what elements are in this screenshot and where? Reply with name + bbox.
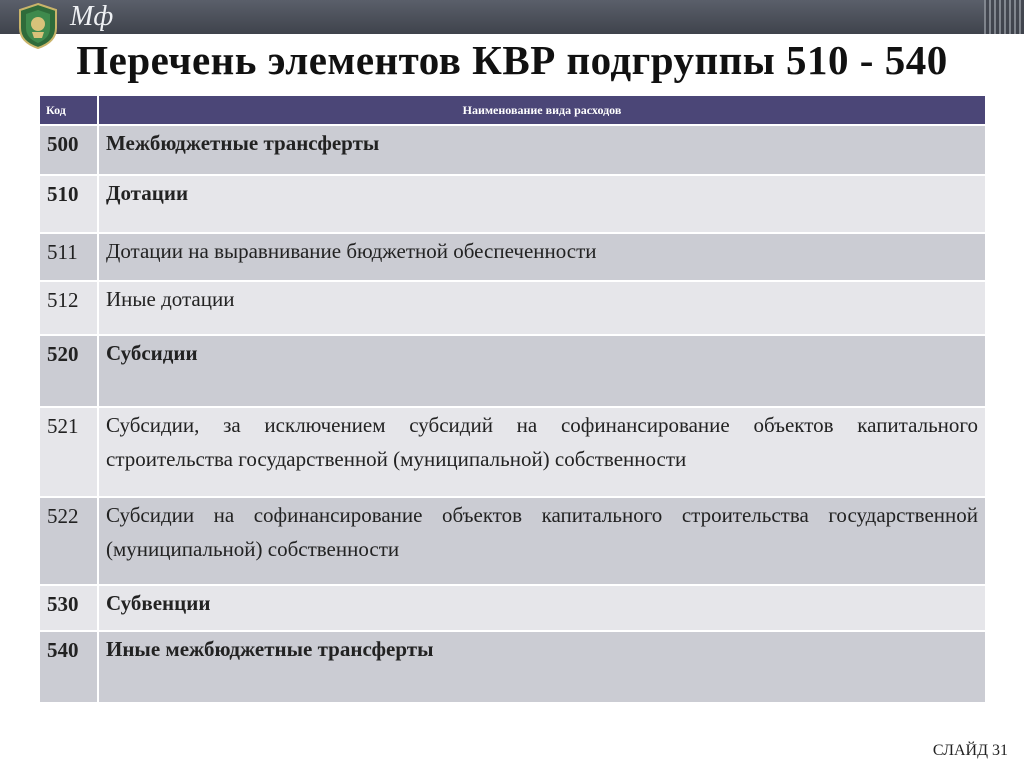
row-code: 512	[40, 281, 98, 335]
row-name: Межбюджетные трансферты	[98, 125, 985, 175]
row-code: 521	[40, 407, 98, 497]
row-code: 510	[40, 175, 98, 233]
column-header-code: Код	[40, 96, 98, 125]
row-name: Дотации	[98, 175, 985, 233]
row-name: Иные межбюджетные трансферты	[98, 631, 985, 703]
row-name: Дотации на выравнивание бюджетной обеспеченности	[98, 233, 985, 281]
top-bar-stripes	[984, 0, 1024, 34]
table-row	[40, 233, 985, 281]
top-bar	[0, 0, 1024, 34]
row-code: 540	[40, 631, 98, 703]
table-row	[40, 497, 985, 585]
table-row	[40, 175, 985, 233]
table-header-row	[40, 96, 985, 125]
row-code: 530	[40, 585, 98, 631]
table-row	[40, 125, 985, 175]
row-name: Субсидии	[98, 335, 985, 407]
column-header-name: Наименование вида расходов	[98, 96, 985, 125]
slide-number: СЛАЙД 31	[932, 742, 1008, 759]
row-name: Иные дотации	[98, 281, 985, 335]
row-code: 511	[40, 233, 98, 281]
table-row	[40, 335, 985, 407]
table-row	[40, 281, 985, 335]
slide-title: Перечень элементов КВР подгруппы 510 - 540	[76, 37, 948, 83]
row-code: 500	[40, 125, 98, 175]
kvr-table	[40, 96, 985, 704]
row-code: 520	[40, 335, 98, 407]
brand-logo-text: Мф	[70, 1, 114, 32]
table-row	[40, 631, 985, 703]
row-name: Субвенции	[98, 585, 985, 631]
table-row	[40, 585, 985, 631]
row-name: Субсидии, за исключением субсидий на софинансирование объектов капитального строительства государственной (муниципальной) собственности	[98, 407, 985, 497]
table-row	[40, 407, 985, 497]
row-code: 522	[40, 497, 98, 585]
row-name: Субсидии на софинансирование объектов капитального строительства государственной (муниципальной) собственности	[98, 497, 985, 585]
